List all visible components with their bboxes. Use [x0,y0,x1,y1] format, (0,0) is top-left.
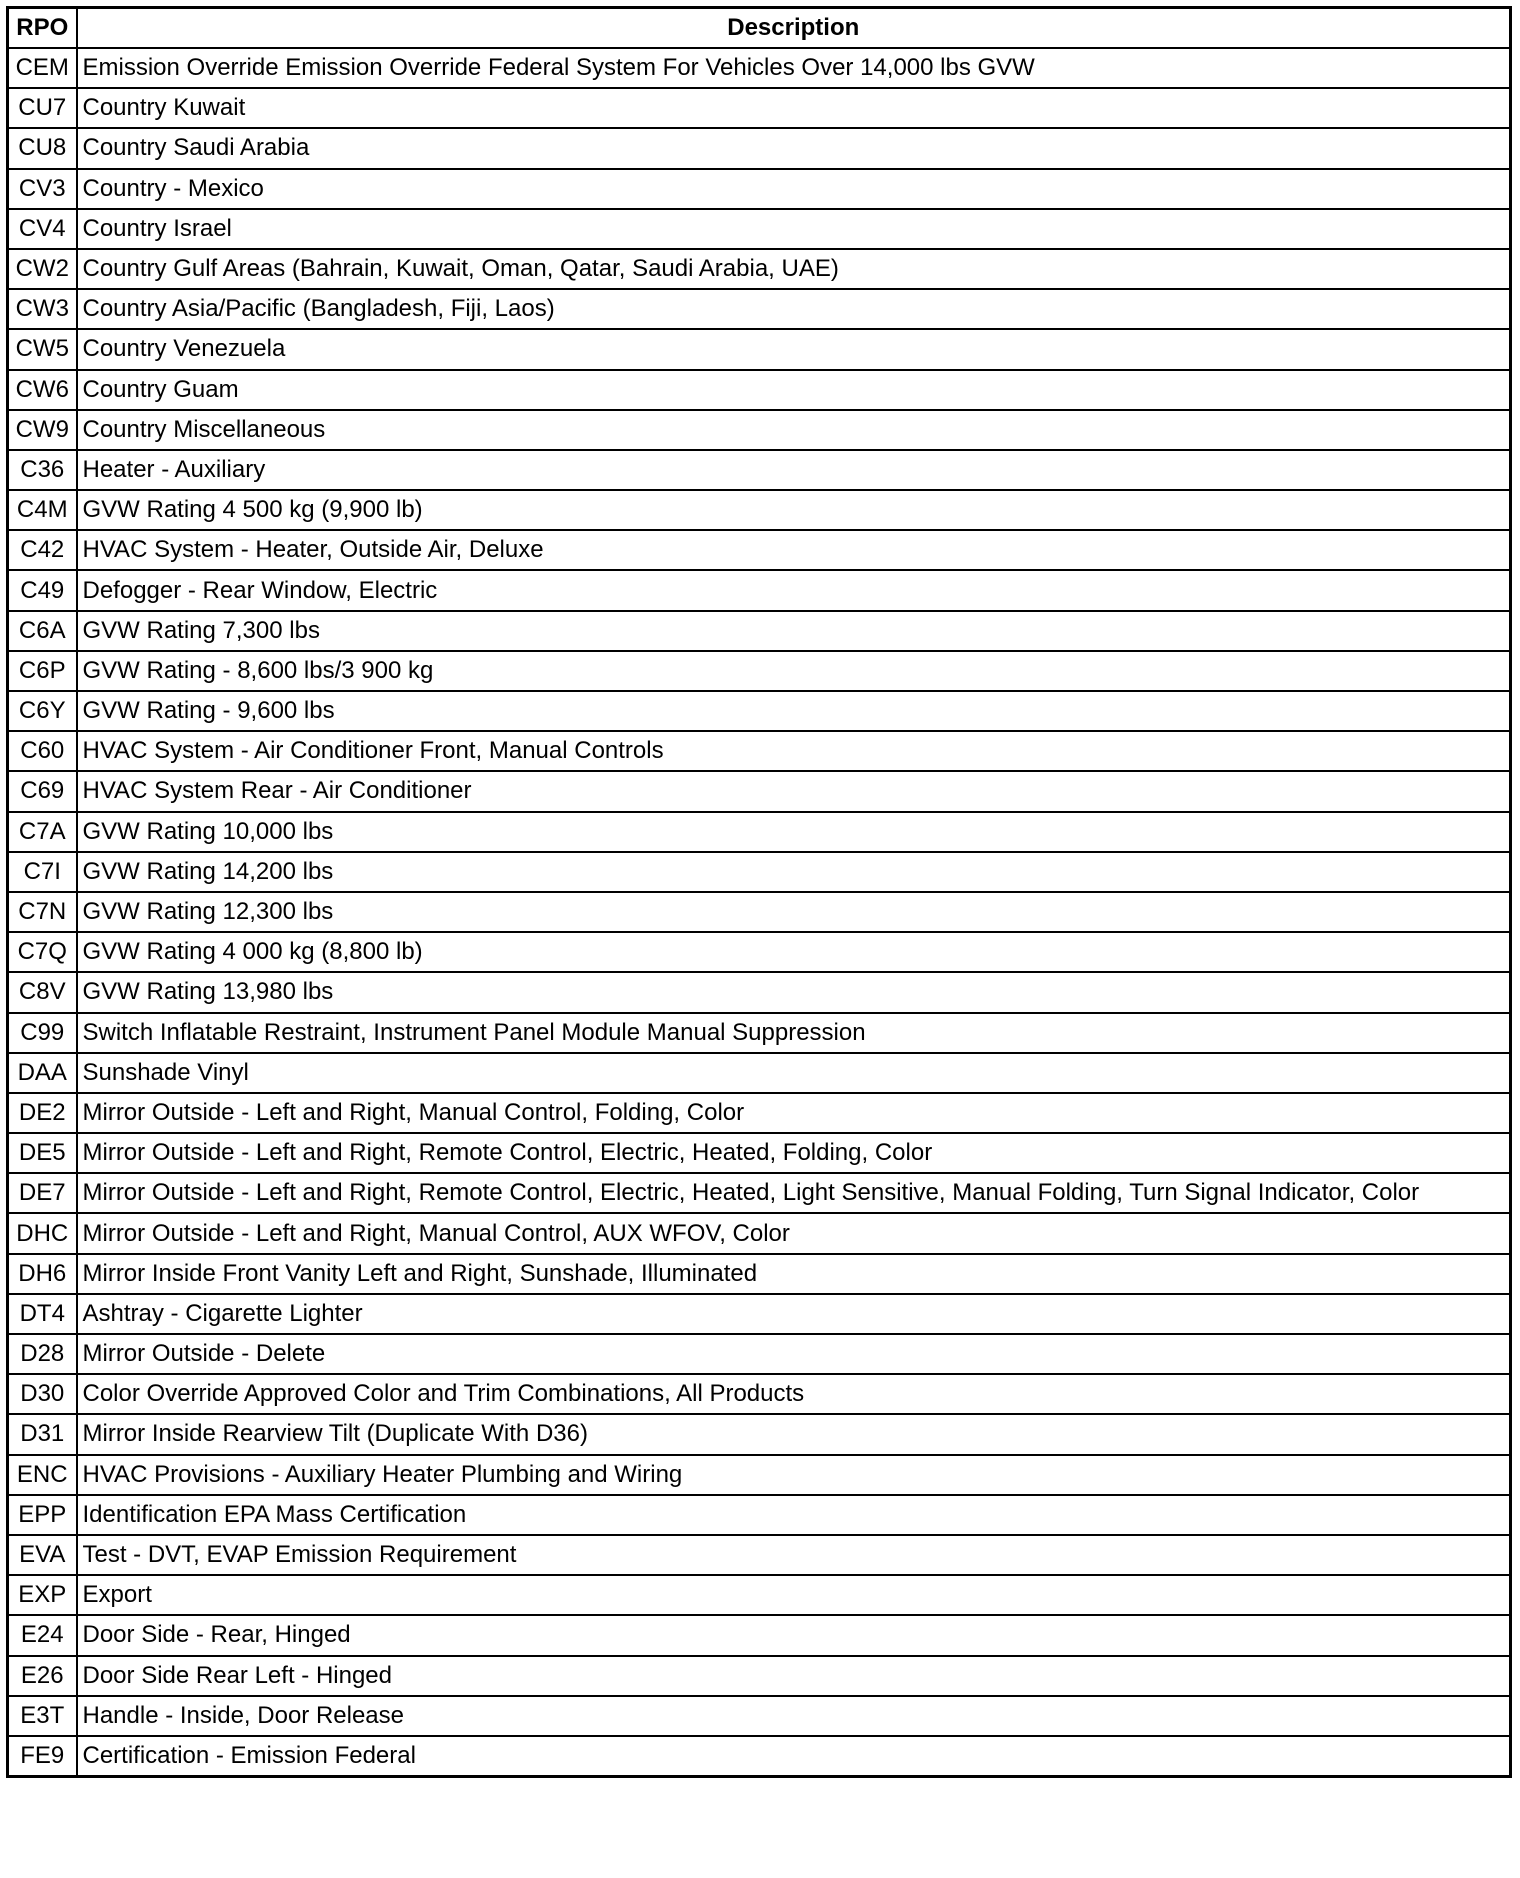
table-row [8,1455,1511,1495]
table-row [8,1615,1511,1655]
rpo-code-cell: D30 [8,1374,77,1414]
rpo-code-cell: E24 [8,1615,77,1655]
rpo-code-cell: CV4 [8,209,77,249]
description-cell: Emission Override Emission Override Federal System For Vehicles Over 14,000 lbs GVW [77,48,1511,88]
table-row [8,1535,1511,1575]
rpo-code-cell: C69 [8,771,77,811]
description-cell: Door Side Rear Left - Hinged [77,1656,1511,1696]
table-row [8,892,1511,932]
description-cell: Defogger - Rear Window, Electric [77,570,1511,610]
rpo-code-cell: E3T [8,1696,77,1736]
rpo-code-cell: E26 [8,1656,77,1696]
rpo-code-cell: C7A [8,812,77,852]
rpo-code-cell: CW6 [8,370,77,410]
table-row [8,1736,1511,1777]
rpo-code-cell: CW9 [8,410,77,450]
table-row [8,1093,1511,1133]
table-row [8,1696,1511,1736]
table-row [8,1294,1511,1334]
table-row [8,410,1511,450]
description-cell: Certification - Emission Federal [77,1736,1511,1777]
description-cell: HVAC System Rear - Air Conditioner [77,771,1511,811]
description-cell: HVAC System - Heater, Outside Air, Deluxe [77,530,1511,570]
table-row [8,370,1511,410]
rpo-code-cell: CW3 [8,289,77,329]
rpo-code-cell: C6A [8,611,77,651]
description-cell: Country Venezuela [77,329,1511,369]
description-cell: Test - DVT, EVAP Emission Requirement [77,1535,1511,1575]
description-cell: GVW Rating 10,000 lbs [77,812,1511,852]
table-row [8,490,1511,530]
table-row [8,731,1511,771]
table-row [8,651,1511,691]
description-cell: Country Asia/Pacific (Bangladesh, Fiji, Laos) [77,289,1511,329]
rpo-code-cell: C42 [8,530,77,570]
description-cell: Ashtray - Cigarette Lighter [77,1294,1511,1334]
description-cell: GVW Rating 14,200 lbs [77,852,1511,892]
table-row [8,128,1511,168]
rpo-code-cell: C7I [8,852,77,892]
description-cell: Mirror Outside - Delete [77,1334,1511,1374]
table-row [8,1575,1511,1615]
rpo-code-cell: C4M [8,490,77,530]
rpo-code-cell: EXP [8,1575,77,1615]
rpo-code-cell: CEM [8,48,77,88]
description-cell: Country - Mexico [77,169,1511,209]
table-row [8,1414,1511,1454]
table-row [8,329,1511,369]
rpo-code-cell: C7N [8,892,77,932]
table-row [8,1053,1511,1093]
rpo-code-cell: DAA [8,1053,77,1093]
rpo-code-cell: DHC [8,1213,77,1253]
table-row [8,249,1511,289]
rpo-code-cell: DE2 [8,1093,77,1133]
rpo-code-cell: C8V [8,972,77,1012]
description-cell: Switch Inflatable Restraint, Instrument Panel Module Manual Suppression [77,1013,1511,1053]
table-row [8,530,1511,570]
description-cell: GVW Rating - 9,600 lbs [77,691,1511,731]
rpo-code-cell: CV3 [8,169,77,209]
description-cell: GVW Rating 4 500 kg (9,900 lb) [77,490,1511,530]
table-row [8,88,1511,128]
description-cell: Country Miscellaneous [77,410,1511,450]
description-cell: Country Saudi Arabia [77,128,1511,168]
table-row [8,1173,1511,1213]
table-row [8,1334,1511,1374]
description-cell: Mirror Inside Front Vanity Left and Right, Sunshade, Illuminated [77,1254,1511,1294]
description-cell: GVW Rating 4 000 kg (8,800 lb) [77,932,1511,972]
rpo-code-cell: C99 [8,1013,77,1053]
description-cell: GVW Rating 12,300 lbs [77,892,1511,932]
rpo-code-cell: DE7 [8,1173,77,1213]
description-cell: Sunshade Vinyl [77,1053,1511,1093]
rpo-code-cell: EPP [8,1495,77,1535]
rpo-code-cell: D28 [8,1334,77,1374]
description-cell: Heater - Auxiliary [77,450,1511,490]
rpo-code-cell: CW5 [8,329,77,369]
table-row [8,48,1511,88]
table-row [8,1133,1511,1173]
description-cell: Mirror Outside - Left and Right, Manual Control, AUX WFOV, Color [77,1213,1511,1253]
table-row [8,450,1511,490]
rpo-code-cell: DE5 [8,1133,77,1173]
rpo-code-cell: C60 [8,731,77,771]
description-cell: Mirror Inside Rearview Tilt (Duplicate With D36) [77,1414,1511,1454]
rpo-code-cell: ENC [8,1455,77,1495]
description-cell: Country Guam [77,370,1511,410]
table-row [8,169,1511,209]
table-row [8,1495,1511,1535]
description-cell: Mirror Outside - Left and Right, Remote Control, Electric, Heated, Light Sensitive, Manual Folding, Turn Signal Indicator, Color [77,1173,1511,1213]
rpo-code-cell: D31 [8,1414,77,1454]
table-row [8,1254,1511,1294]
description-cell: Handle - Inside, Door Release [77,1696,1511,1736]
rpo-code-cell: DH6 [8,1254,77,1294]
description-cell: Door Side - Rear, Hinged [77,1615,1511,1655]
table-row [8,932,1511,972]
rpo-column-header: RPO [8,8,77,49]
rpo-code-cell: C36 [8,450,77,490]
description-column-header: Description [77,8,1511,49]
rpo-code-cell: CU8 [8,128,77,168]
rpo-table [6,6,1512,1778]
table-row [8,1013,1511,1053]
description-cell: Country Gulf Areas (Bahrain, Kuwait, Oman, Qatar, Saudi Arabia, UAE) [77,249,1511,289]
description-cell: Country Kuwait [77,88,1511,128]
table-row [8,691,1511,731]
description-cell: GVW Rating 7,300 lbs [77,611,1511,651]
table-row [8,289,1511,329]
description-cell: Mirror Outside - Left and Right, Remote Control, Electric, Heated, Folding, Color [77,1133,1511,1173]
description-cell: HVAC Provisions - Auxiliary Heater Plumbing and Wiring [77,1455,1511,1495]
rpo-code-cell: C49 [8,570,77,610]
description-cell: GVW Rating - 8,600 lbs/3 900 kg [77,651,1511,691]
table-row [8,852,1511,892]
rpo-code-cell: CW2 [8,249,77,289]
table-row [8,972,1511,1012]
rpo-code-cell: DT4 [8,1294,77,1334]
table-row [8,570,1511,610]
rpo-code-cell: C6P [8,651,77,691]
table-row [8,1656,1511,1696]
rpo-code-cell: FE9 [8,1736,77,1777]
description-cell: Export [77,1575,1511,1615]
rpo-code-cell: C6Y [8,691,77,731]
description-cell: GVW Rating 13,980 lbs [77,972,1511,1012]
header-row [8,8,1511,49]
rpo-code-cell: EVA [8,1535,77,1575]
table-row [8,1374,1511,1414]
description-cell: Mirror Outside - Left and Right, Manual Control, Folding, Color [77,1093,1511,1133]
description-cell: Color Override Approved Color and Trim Combinations, All Products [77,1374,1511,1414]
table-row [8,771,1511,811]
rpo-code-cell: C7Q [8,932,77,972]
description-cell: Identification EPA Mass Certification [77,1495,1511,1535]
description-cell: HVAC System - Air Conditioner Front, Manual Controls [77,731,1511,771]
table-row [8,611,1511,651]
rpo-code-cell: CU7 [8,88,77,128]
table-row [8,209,1511,249]
description-cell: Country Israel [77,209,1511,249]
table-row [8,1213,1511,1253]
table-body [8,48,1511,1777]
table-row [8,812,1511,852]
